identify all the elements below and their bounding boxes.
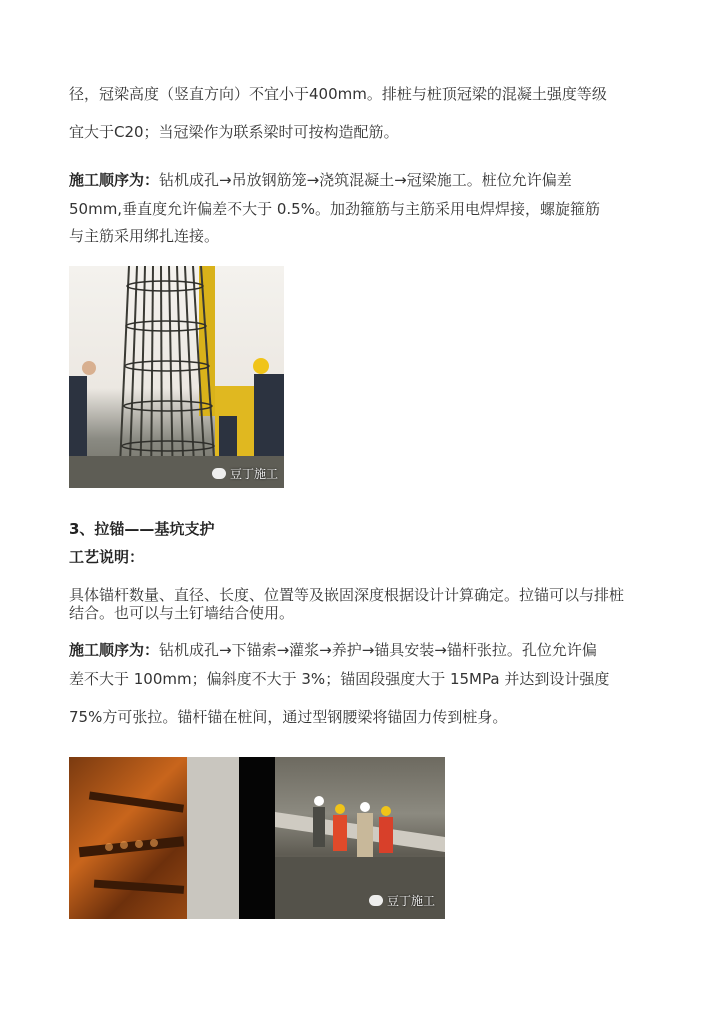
rebar-cage-illustration — [69, 266, 284, 488]
para1-line2: 宜大于C20；当冠梁作为联系梁时可按构造配筋。 — [69, 123, 399, 141]
para2-label: 施工顺序为： — [69, 171, 160, 189]
para1-line1: 径，冠梁高度（竖直方向）不宜小于400mm。排桩与桩顶冠梁的混凝土强度等级 — [69, 85, 607, 103]
anchor-closeup-photo — [69, 757, 239, 919]
para3-line1: 具体锚杆数量、直径、长度、位置等及嵌固深度根据设计计算确定。拉锚可以与排桩 — [69, 586, 625, 604]
anchor-workers-photo — [275, 757, 445, 919]
para3-line2: 结合。也可以与土钉墙结合使用。 — [69, 604, 295, 622]
section-subheading: 工艺说明： — [69, 548, 145, 566]
para4-line3: 75%方可张拉。锚杆锚在桩间，通过型钢腰梁将锚固力传到桩身。 — [69, 708, 508, 726]
photo-divider — [239, 757, 275, 919]
para4-line2: 差不大于 100mm；偏斜度不大于 3%；锚固段强度大于 15MPa 并达到设计强度 — [69, 670, 610, 688]
chat-bubble-icon — [212, 468, 226, 479]
rebar-cage-photo — [69, 266, 284, 488]
para2-line1-text: 钻机成孔→吊放钢筋笼→浇筑混凝土→冠梁施工。桩位允许偏差 — [159, 171, 572, 189]
watermark-2: 豆丁施工 — [369, 892, 435, 909]
para2-line2: 50mm,垂直度允许偏差不大于 0.5%。加劲箍筋与主筋采用电焊焊接，螺旋箍筋 — [69, 200, 600, 218]
section-heading: 3、拉锚——基坑支护 — [69, 520, 215, 538]
para4-line1-text: 钻机成孔→下锚索→灌浆→养护→锚具安装→锚杆张拉。孔位允许偏 — [159, 641, 597, 659]
para4-line1 — [69, 640, 659, 660]
para4-label: 施工顺序为： — [69, 641, 160, 659]
chat-bubble-icon — [369, 895, 383, 906]
para2-line3: 与主筋采用绑扎连接。 — [69, 227, 220, 245]
anchor-closeup-illustration — [69, 757, 239, 919]
para2-line1 — [69, 170, 659, 190]
watermark-1: 豆丁施工 — [212, 465, 278, 482]
